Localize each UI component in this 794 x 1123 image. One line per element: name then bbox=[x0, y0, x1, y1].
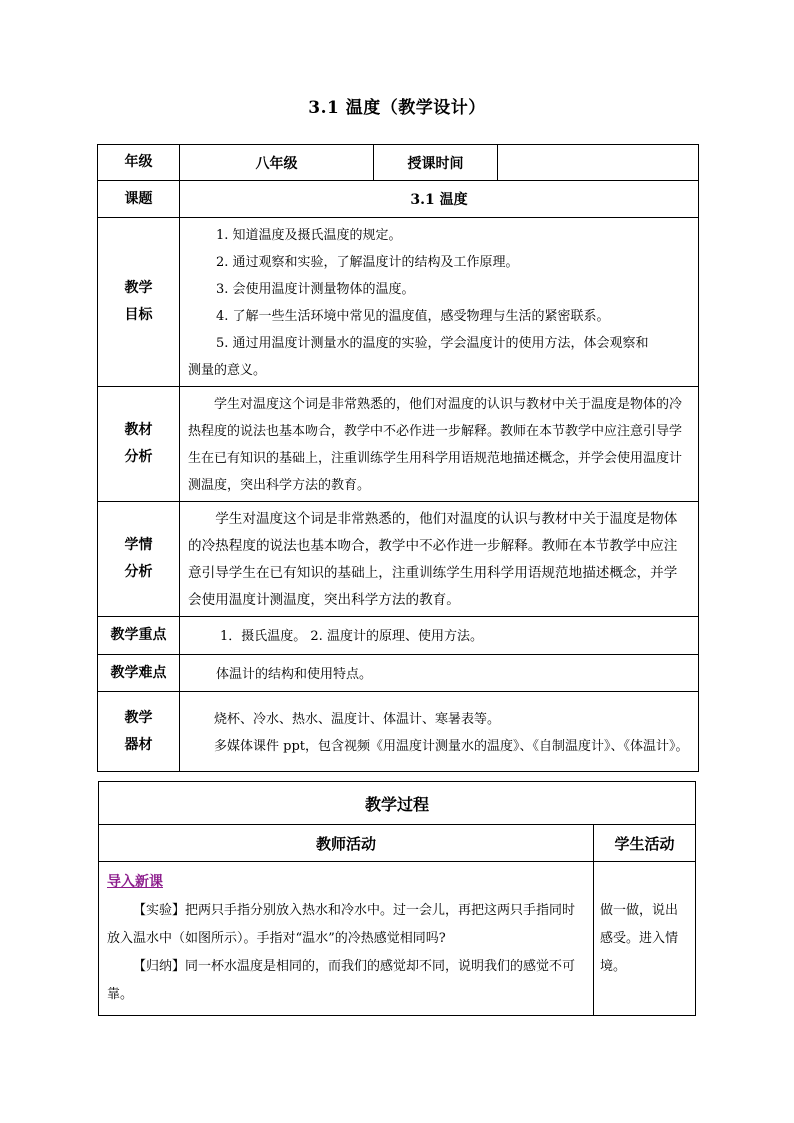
equipment-line: 烧杯、冷水、热水、温度计、体温计、寒暑表等。 bbox=[214, 711, 501, 727]
lesson-info-table bbox=[97, 144, 699, 772]
teacher-activity-header: 教师活动 bbox=[99, 825, 594, 862]
equipment-label-line2: 器材 bbox=[124, 736, 153, 753]
topic-label: 课题 bbox=[98, 181, 180, 218]
experiment-paragraph: 【实验】把两只手指分别放入热水和冷水中。过一会儿，再把这两只手指同时放入温水中（如图所示）。手指对“温水”的冷热感觉相同吗? bbox=[107, 903, 576, 946]
intro-section-link[interactable]: 导入新课 bbox=[107, 874, 163, 890]
student-analysis-text bbox=[180, 502, 699, 617]
student-analysis-label bbox=[98, 502, 180, 617]
goals-label bbox=[98, 218, 180, 387]
key-points-label: 教学重点 bbox=[98, 617, 180, 655]
material-analysis-paragraph: 学生对温度这个词是非常熟悉的，他们对温度的认识与教材中关于温度是物体的冷热程度的说法也基本吻合，教学中不必作进一步解释。教师在本节教学中应注意引导学生在已有知识的基础上，注重训练学生用科学用语规范地描述概念，并学会使用温度计测温度，突出科学方法的教育。 bbox=[188, 397, 683, 493]
material-analysis-text bbox=[180, 387, 699, 502]
grade-value: 八年级 bbox=[180, 145, 374, 181]
student-label-line2: 分析 bbox=[124, 564, 153, 580]
goal-item: 5. 通过用温度计测量水的温度的实验，学会温度计的使用方法，体会观察和 bbox=[216, 336, 649, 351]
time-label: 授课时间 bbox=[374, 145, 498, 181]
goal-item: 2. 通过观察和实验，了解温度计的结构及工作原理。 bbox=[216, 255, 519, 270]
topic-value: 3.1 温度 bbox=[180, 181, 699, 218]
grade-label: 年级 bbox=[98, 145, 180, 181]
student-analysis-paragraph: 学生对温度这个词是非常熟悉的，他们对温度的认识与教材中关于温度是物体的冷热程度的说法也基本吻合，教学中不必作进一步解释。教师在本节教学中应注意引导学生在已有知识的基础上，注重训练学生用科学用语规范地描述概念，并学会使用温度计测温度，突出科学方法的教育。 bbox=[188, 511, 678, 608]
equipment-line: 多媒体课件 ppt，包含视频《用温度计测量水的温度》、《自制温度计》、《体温计》。 bbox=[214, 738, 689, 754]
conclusion-paragraph: 【归纳】同一杯水温度是相同的，而我们的感觉却不同，说明我们的感觉不可靠。 bbox=[107, 959, 576, 1002]
goals-label-line1: 教学 bbox=[124, 280, 153, 296]
goal-item: 4. 了解一些生活环境中常见的温度值，感受物理与生活的紧密联系。 bbox=[216, 309, 610, 324]
goals-cell bbox=[180, 218, 699, 387]
goals-label-line2: 目标 bbox=[124, 307, 153, 323]
material-analysis-label bbox=[98, 387, 180, 502]
equipment-label bbox=[98, 692, 180, 772]
material-label-line2: 分析 bbox=[124, 449, 153, 465]
material-label-line1: 教材 bbox=[124, 422, 153, 438]
process-title: 教学过程 bbox=[99, 782, 696, 825]
equipment-label-line1: 教学 bbox=[124, 709, 153, 726]
student-label-line1: 学情 bbox=[124, 537, 153, 553]
goal-item-continued: 测量的意义。 bbox=[188, 363, 267, 378]
difficulty-text: 体温计的结构和使用特点。 bbox=[180, 655, 699, 692]
time-value bbox=[498, 145, 699, 181]
student-activity-header: 学生活动 bbox=[594, 825, 696, 862]
goal-item: 3. 会使用温度计测量物体的温度。 bbox=[216, 282, 415, 297]
equipment-text bbox=[180, 692, 699, 772]
goal-item: 1. 知道温度及摄氏温度的规定。 bbox=[216, 228, 402, 243]
key-points-text: 1．摄氏温度。 2. 温度计的原理、使用方法。 bbox=[180, 617, 699, 655]
student-activity-cell: 做一做，说出感受。进入情境。 bbox=[594, 862, 696, 1016]
difficulty-label: 教学难点 bbox=[98, 655, 180, 692]
teaching-process-table bbox=[98, 781, 696, 1016]
teacher-activity-cell bbox=[99, 862, 594, 1016]
page-title: 3.1 温度（教学设计） bbox=[308, 98, 486, 118]
